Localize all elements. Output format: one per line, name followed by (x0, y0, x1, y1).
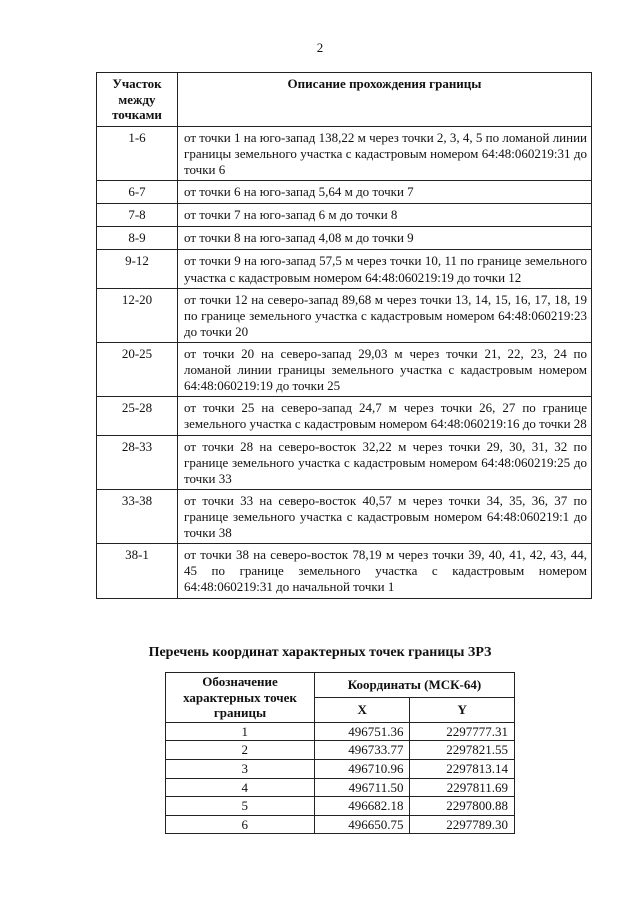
table-row (166, 778, 515, 797)
segment-cell: 25-28 (97, 397, 178, 435)
x-coordinate-cell: 496751.36 (315, 722, 410, 741)
table-row (97, 544, 592, 598)
description-cell: от точки 7 на юго-запад 6 м до точки 8 (178, 204, 592, 227)
description-cell: от точки 28 на северо-восток 32,22 м через точки 29, 30, 31, 32 по границе земельного участка с кадастровым номером 64:48:060219:25 до точки 33 (178, 435, 592, 489)
table-row (166, 815, 515, 834)
segment-cell: 20-25 (97, 342, 178, 396)
table-row (166, 722, 515, 741)
segment-cell: 9-12 (97, 250, 178, 288)
table-row (166, 759, 515, 778)
table-row (166, 797, 515, 816)
description-cell: от точки 25 на северо-запад 24,7 м через точки 26, 27 по границе земельного участка с кадастровым номером 64:48:060219:16 до точки 28 (178, 397, 592, 435)
description-cell: от точки 6 на юго-запад 5,64 м до точки 7 (178, 181, 592, 204)
segment-cell: 6-7 (97, 181, 178, 204)
point-number-cell: 5 (166, 797, 315, 816)
table-row (97, 397, 592, 435)
description-cell: от точки 33 на северо-восток 40,57 м через точки 34, 35, 36, 37 по границе земельного участка с кадастровым номером 64:48:060219:1 до точки 38 (178, 489, 592, 543)
description-cell: от точки 38 на северо-восток 78,19 м через точки 39, 40, 41, 42, 43, 44, 45 по границе земельного участка с кадастровым номером 64:48:060219:31 до начальной точки 1 (178, 544, 592, 598)
coordinates-title: Перечень координат характерных точек границы ЗРЗ (148, 645, 492, 660)
coordinates-group-header: Координаты (МСК-64) (315, 673, 515, 698)
x-coordinate-cell: 496710.96 (315, 759, 410, 778)
y-coordinate-cell: 2297811.69 (410, 778, 515, 797)
table-row (97, 489, 592, 543)
table-row (97, 181, 592, 204)
table-row (97, 204, 592, 227)
x-column-header: X (315, 697, 410, 722)
description-cell: от точки 1 на юго-запад 138,22 м через точки 2, 3, 4, 5 по ломаной линии границы земельного участка с кадастровым номером 64:48:060219:31 до точки 6 (178, 126, 592, 180)
description-column-header: Описание прохождения границы (178, 73, 592, 127)
segment-cell: 38-1 (97, 544, 178, 598)
segment-cell: 33-38 (97, 489, 178, 543)
page-number: 2 (316, 40, 324, 55)
segment-column-header: Участок между точками (97, 73, 178, 127)
point-number-cell: 6 (166, 815, 315, 834)
segment-cell: 1-6 (97, 126, 178, 180)
designation-column-header: Обозначение характерных точек границы (166, 673, 315, 723)
table-row (97, 126, 592, 180)
y-coordinate-cell: 2297789.30 (410, 815, 515, 834)
table-row (97, 342, 592, 396)
table-row (97, 288, 592, 342)
segment-cell: 28-33 (97, 435, 178, 489)
x-coordinate-cell: 496733.77 (315, 741, 410, 760)
description-cell: от точки 12 на северо-запад 89,68 м через точки 13, 14, 15, 16, 17, 18, 19 по границе земельного участка с кадастровым номером 64:48:060219:23 до точки 20 (178, 288, 592, 342)
point-number-cell: 1 (166, 722, 315, 741)
description-cell: от точки 20 на северо-запад 29,03 м через точки 21, 22, 23, 24 по ломаной линии границы земельного участка с кадастровым номером 64:48:060219:19 до точки 25 (178, 342, 592, 396)
point-number-cell: 2 (166, 741, 315, 760)
y-coordinate-cell: 2297821.55 (410, 741, 515, 760)
point-number-cell: 3 (166, 759, 315, 778)
x-coordinate-cell: 496682.18 (315, 797, 410, 816)
segment-cell: 8-9 (97, 227, 178, 250)
segment-cell: 7-8 (97, 204, 178, 227)
point-number-cell: 4 (166, 778, 315, 797)
boundary-description-table (96, 72, 592, 599)
y-coordinate-cell: 2297813.14 (410, 759, 515, 778)
segment-cell: 12-20 (97, 288, 178, 342)
x-coordinate-cell: 496711.50 (315, 778, 410, 797)
coordinates-table (165, 672, 515, 834)
table-row (166, 741, 515, 760)
table-header-row (166, 673, 515, 698)
table-header-row (97, 73, 592, 127)
description-cell: от точки 9 на юго-запад 57,5 м через точки 10, 11 по границе земельного участка с кадастровым номером 64:48:060219:19 до точки 12 (178, 250, 592, 288)
y-coordinate-cell: 2297777.31 (410, 722, 515, 741)
x-coordinate-cell: 496650.75 (315, 815, 410, 834)
table-row (97, 227, 592, 250)
table-row (97, 250, 592, 288)
description-cell: от точки 8 на юго-запад 4,08 м до точки 9 (178, 227, 592, 250)
table-row (97, 435, 592, 489)
y-coordinate-cell: 2297800.88 (410, 797, 515, 816)
y-column-header: Y (410, 697, 515, 722)
